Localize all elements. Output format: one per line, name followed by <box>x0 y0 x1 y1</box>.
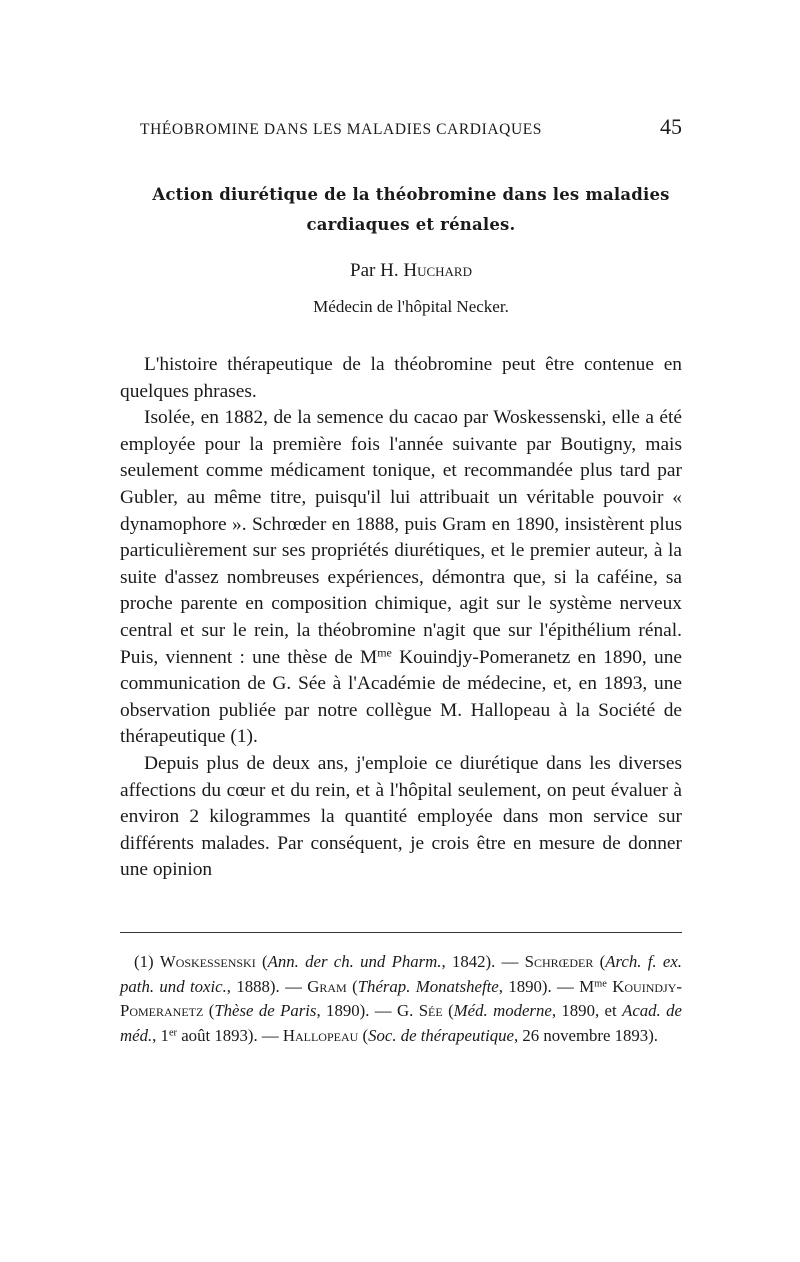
footnote-author: Sée <box>418 1001 443 1020</box>
article-body <box>120 352 682 884</box>
footnote-author: Gram <box>307 976 347 996</box>
footnote-superscript: me <box>594 977 607 989</box>
footnote-text: , 1890). — G. <box>316 1001 419 1020</box>
running-head <box>140 114 682 144</box>
author-name: Huchard <box>403 260 472 281</box>
footnote-source: Soc. de thérapeutique <box>368 1025 514 1045</box>
author-affiliation: Médecin de l'hôpital Necker. <box>313 297 509 316</box>
footnote-text: ( <box>203 1001 215 1020</box>
footnote-source: Méd. moderne <box>453 1001 552 1020</box>
footnote-text: , 1890). — M <box>498 976 595 996</box>
footnote-author: Schrœder <box>524 952 594 971</box>
running-head-title: THÉOBROMINE DANS LES MALADIES CARDIAQUES <box>140 121 543 138</box>
paragraph-2 <box>120 405 682 751</box>
footnote-source: Thérap. Monatshefte <box>357 976 499 996</box>
footnote-marker: (1) <box>134 952 160 971</box>
page-number: 45 <box>660 114 682 139</box>
footnote-text: août 1893). — <box>177 1025 283 1045</box>
footnote-source: Thèse de Paris <box>214 1001 317 1020</box>
article-title-line-2: cardiaques et rénales. <box>306 215 516 234</box>
article-title-line-1: Action diurétique de la théobromine dans les maladies <box>152 185 670 204</box>
footnote-author: Kouindjy-Pomeranetz <box>120 976 682 1020</box>
footnote-text: ( <box>358 1025 369 1045</box>
article-title <box>140 180 682 240</box>
footnote-text: ( <box>442 1001 454 1020</box>
footnote-text: ( <box>346 976 358 996</box>
footnote-superscript: er <box>168 1026 178 1038</box>
paragraph-2-superscript: me <box>377 644 392 659</box>
footnote-text: ( <box>255 952 268 971</box>
footnote-source: Ann. der ch. und Pharm. <box>267 952 442 971</box>
byline-prefix: Par H. <box>350 260 404 281</box>
byline <box>140 256 682 286</box>
footnote-divider <box>120 932 682 933</box>
paragraph-3: Depuis plus de deux ans, j'emploie ce diurétique dans les diverses affections du cœur et du rein, et à l'hôpital seulement, on peut évaluer à environ 2 kilogrammes la quantité employée dans mon service sur différents malades. Par conséquent, je crois être en mesure de donner une opinion <box>120 752 682 881</box>
footnote-source: Arch. f. ex. path. und toxic. <box>120 952 682 996</box>
paragraph-1: L'histoire thérapeutique de la théobromine peut être contenue en quelques phrases. <box>120 354 682 402</box>
footnote-text: , 1 <box>152 1025 169 1045</box>
footnote-text: ( <box>593 952 606 971</box>
footnote-text: , 1888). — <box>226 976 308 996</box>
paragraph-2-part-a: Isolée, en 1882, de la semence du cacao par Woskessenski, elle a été employée pour la première fois l'année suivante par Boutigny, mais seulement comme médicament tonique, et recommandée plus tard par Gubler, au même titre, puisqu'il lui attribuait un véritable pouvoir « dynamophore ». Schrœder en 1888, puis Gram en 1890, insistèrent plus particulièrement sur ses propriétés diurétiques, et le premier auteur, à la suite d'assez nombreuses expériences, démontra que, si la caféine, sa proche parente en composition chimique, agit sur le système nerveux central et sur le rein, la théobromine n'agit que sur l'épithélium rénal. Puis, viennent : une thèse de M <box>120 407 682 668</box>
paragraph-2-part-b: Kouindjy-Pomeranetz en 1890, une communication de G. Sée à l'Académie de médecine, et, en 1893, une observation publiée par notre collègue M. Hallopeau à la Société de thérapeutique (1). <box>120 646 682 748</box>
footnote-author: Hallopeau <box>282 1025 359 1045</box>
footnote-text: , 1842). — <box>441 952 525 971</box>
footnote-text: , 26 novembre 1893). <box>513 1025 658 1045</box>
footnote-source: Acad. de méd. <box>120 1001 682 1045</box>
footnote-text: , 1890, et <box>551 1001 623 1020</box>
footnote-author: Woskessenski <box>159 952 256 971</box>
footnote-1 <box>120 950 682 1048</box>
